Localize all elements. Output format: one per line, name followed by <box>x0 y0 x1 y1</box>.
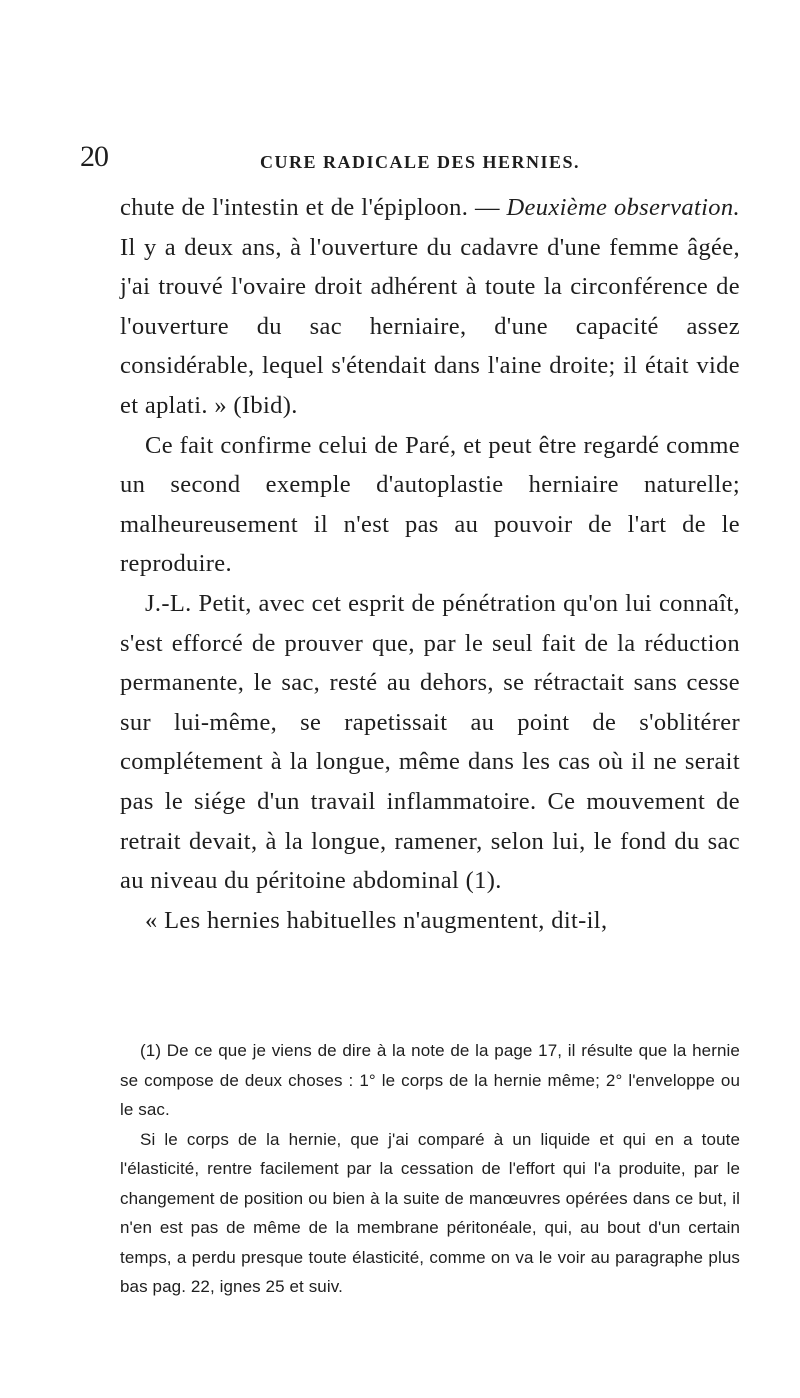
paragraph-1-start: chute de l'intestin et de l'épiploon. — <box>120 194 507 221</box>
footnotes <box>120 1036 740 1302</box>
page-header <box>80 140 740 180</box>
main-text <box>120 188 740 940</box>
page-number: 20 <box>80 140 108 173</box>
paragraph-3: J.-L. Petit, avec cet esprit de pénétration qu'on lui connaît, s'est efforcé de prouver que, par le seul fait de la réduction permanente, le sac, resté au dehors, se rétractait sans cesse sur lui-même, se rapetissait au point de s'oblitérer complétement à la longue, même dans les cas où il ne serait pas le siége d'un travail inflammatoire. Ce mouvement de retrait devait, à la longue, ramener, selon lui, le fond du sac au niveau du péritoine abdominal (1). <box>120 589 740 895</box>
paragraph-1 <box>120 188 740 426</box>
paragraph-2: Ce fait confirme celui de Paré, et peut être regardé comme un second exemple d'autoplastie herniaire naturelle; malheureusement il n'est pas au pouvoir de l'art de le reproduire. <box>120 431 740 578</box>
footnote-1: (1) De ce que je viens de dire à la note de la page 17, il résulte que la hernie se compose de deux choses : 1° le corps de la hernie même; 2° l'enveloppe ou le sac. <box>120 1041 740 1119</box>
observation-heading: Deuxième observation. <box>506 194 740 221</box>
paragraph-4: « Les hernies habituelles n'augmentent, dit-il, <box>145 906 608 934</box>
footnote-1-continuation: Si le corps de la hernie, que j'ai comparé à un liquide et qui en a toute l'élasticité, rentre facilement par la cessation de l'effort qui l'a produite, par le changement de position ou bien à la suite de manœuvres opérées dans ce but, il n'en est pas de même de la membrane péritonéale, qui, au bout d'un certain temps, a perdu presque toute élasticité, comme on va le voir au paragraphe plus bas pag. 22, ignes 25 et suiv. <box>120 1129 740 1296</box>
running-title: CURE RADICALE DES HERNIES. <box>260 152 581 172</box>
paragraph-1-rest: Il y a deux ans, à l'ouverture du cadavre d'une femme âgée, j'ai trouvé l'ovaire droit adhérent à toute la circonférence de l'ouverture du sac herniaire, d'une capacité assez considérable, lequel s'étendait dans l'aine droite; il était vide et aplati. » (Ibid). <box>120 233 740 419</box>
